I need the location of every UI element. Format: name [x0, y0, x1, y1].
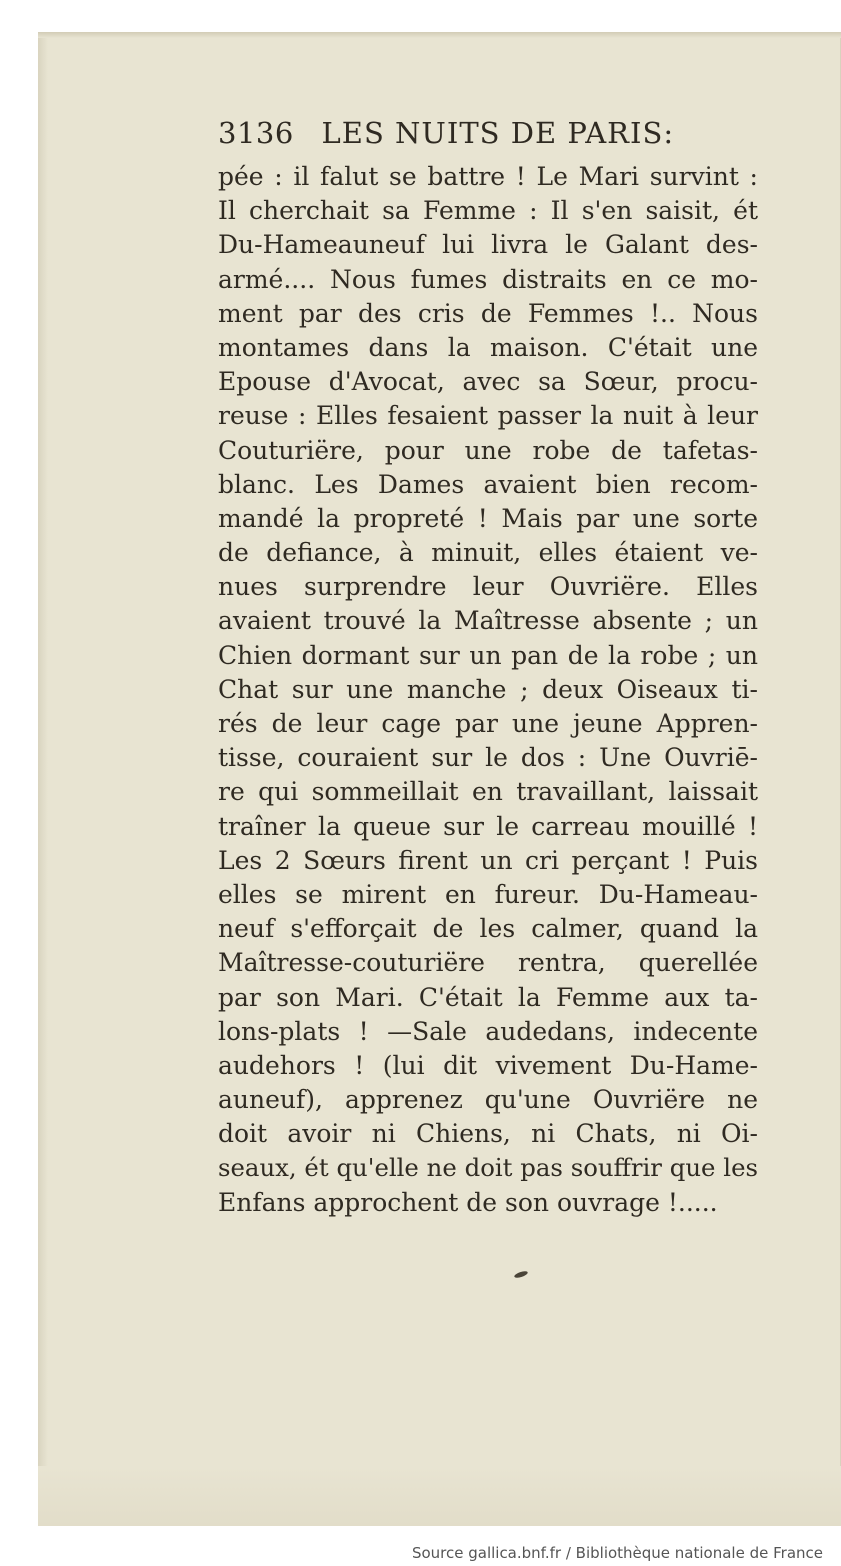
- running-head: [218, 116, 738, 156]
- text-line: Maîtresse-couturiëre rentra, querellée: [218, 948, 758, 978]
- text-line: re qui sommeillait en travaillant, laissait: [218, 777, 758, 807]
- text-line: Couturiëre, pour une robe de tafetas-: [218, 435, 758, 465]
- text-line: seaux, ét qu'elle ne doit pas souffrir que les: [218, 1153, 758, 1183]
- running-title: LES NUITS DE PARIS:: [321, 116, 675, 150]
- body-text: [218, 160, 758, 1220]
- text-line-last: Enfans approchent de son ouvrage !.....: [218, 1187, 718, 1217]
- text-line: elles se mirent en fureur. Du-Hameau-: [218, 879, 758, 909]
- text-line: lons-plats ! —Sale audedans, indecente: [218, 1016, 758, 1046]
- text-line: tisse, couraient sur le dos : Une Ouvriē-: [218, 743, 758, 773]
- text-line: rés de leur cage par une jeune Appren-: [218, 709, 758, 738]
- text-line: neuf s'efforçait de les calmer, quand la: [218, 914, 758, 944]
- text-line: Il cherchait sa Femme : Il s'en saisit, ét: [218, 196, 758, 226]
- text-line: par son Mari. C'était la Femme aux ta-: [218, 982, 758, 1012]
- source-credit: Source gallica.bnf.fr / Bibliothèque nationale de France: [411, 1544, 823, 1562]
- text-line: pée : il falut se battre ! Le Mari survint :: [218, 162, 758, 191]
- text-line: avaient trouvé la Maîtresse absente ; un: [218, 606, 758, 636]
- text-line: Chien dormant sur un pan de la robe ; un: [218, 640, 758, 670]
- text-line: nues surprendre leur Ouvriëre. Elles: [218, 572, 758, 602]
- text-line: montames dans la maison. C'était une: [218, 332, 758, 362]
- text-line: Epouse d'Avocat, avec sa Sœur, procu-: [218, 367, 758, 397]
- text-line: blanc. Les Dames avaient bien recom-: [218, 469, 758, 499]
- page-edge-top: [38, 32, 841, 38]
- page-number: 3136: [218, 116, 294, 150]
- text-line: Chat sur une manche ; deux Oiseaux ti-: [218, 674, 758, 704]
- text-line: ment par des cris de Femmes !.. Nous: [218, 298, 758, 328]
- text-line: Les 2 Sœurs firent un cri perçant ! Puis: [218, 845, 758, 875]
- page-edge-left: [38, 32, 48, 1526]
- text-line: reuse : Elles fesaient passer la nuit à leur: [218, 401, 758, 431]
- page-edge-bottom: [38, 1466, 841, 1526]
- text-line: de defiance, à minuit, elles étaient ve-: [218, 538, 758, 568]
- text-line: doit avoir ni Chiens, ni Chats, ni Oi-: [218, 1119, 758, 1149]
- text-line: armé.... Nous fumes distraits en ce mo-: [218, 264, 758, 294]
- text-line: Du-Hameauneuf lui livra le Galant des-: [218, 230, 758, 260]
- text-line: audehors ! (lui dit vivement Du-Hame-: [218, 1050, 758, 1080]
- text-line: auneuf), apprenez qu'une Ouvriëre ne: [218, 1085, 758, 1115]
- text-line: traîner la queue sur le carreau mouillé !: [218, 811, 758, 841]
- text-line: mandé la propreté ! Mais par une sorte: [218, 503, 758, 533]
